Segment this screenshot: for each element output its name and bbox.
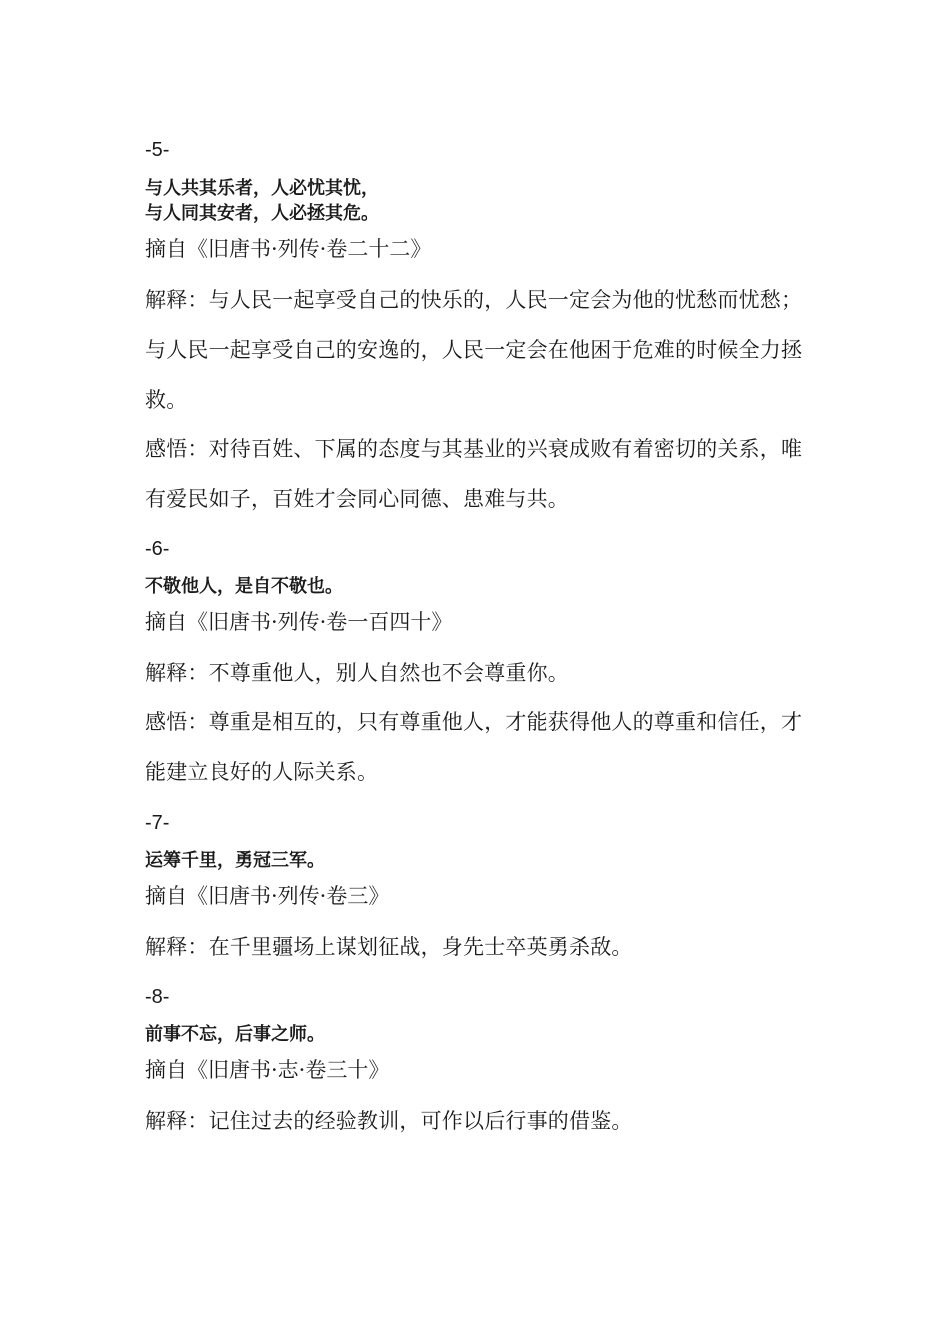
entry-insight: 感悟：尊重是相互的，只有尊重他人，才能获得他人的尊重和信任，才能建立良好的人际关系。	[145, 710, 803, 784]
entry-quote: 前事不忘，后事之师。	[145, 1024, 325, 1045]
entry-explanation: 解释：不尊重他人，别人自然也不会尊重你。	[145, 661, 569, 685]
entry-source: 摘自《旧唐书·列传·卷一百四十》	[145, 610, 453, 634]
entry-number: -5-	[145, 139, 170, 161]
entry-explanation: 解释：在千里疆场上谋划征战，身先士卒英勇杀敌。	[145, 935, 633, 959]
entry-number: -8-	[145, 986, 170, 1008]
entry-quote: 与人共其乐者，人必忧其忧， 与人同其安者，人必拯其危。	[145, 178, 379, 224]
entry-explanation: 解释：与人民一起享受自己的快乐的，人民一定会为他的忧愁而忧愁；与人民一起享受自己的安逸的，人民一定会在他困于危难的时候全力拯救。	[145, 288, 803, 412]
entry-quote: 运筹千里，勇冠三军。	[145, 850, 325, 871]
entry-explanation: 解释：记住过去的经验教训，可作以后行事的借鉴。	[145, 1109, 633, 1133]
entry-quote: 不敬他人，是自不敬也。	[145, 576, 343, 597]
entry-source: 摘自《旧唐书·志·卷三十》	[145, 1058, 390, 1082]
entry-number: -6-	[145, 538, 170, 560]
entry-source: 摘自《旧唐书·列传·卷三》	[145, 884, 390, 908]
entry-source: 摘自《旧唐书·列传·卷二十二》	[145, 237, 432, 261]
entry-insight: 感悟：对待百姓、下属的态度与其基业的兴衰成败有着密切的关系，唯有爱民如子，百姓才会同心同德、患难与共。	[145, 437, 803, 511]
entry-number: -7-	[145, 812, 170, 834]
